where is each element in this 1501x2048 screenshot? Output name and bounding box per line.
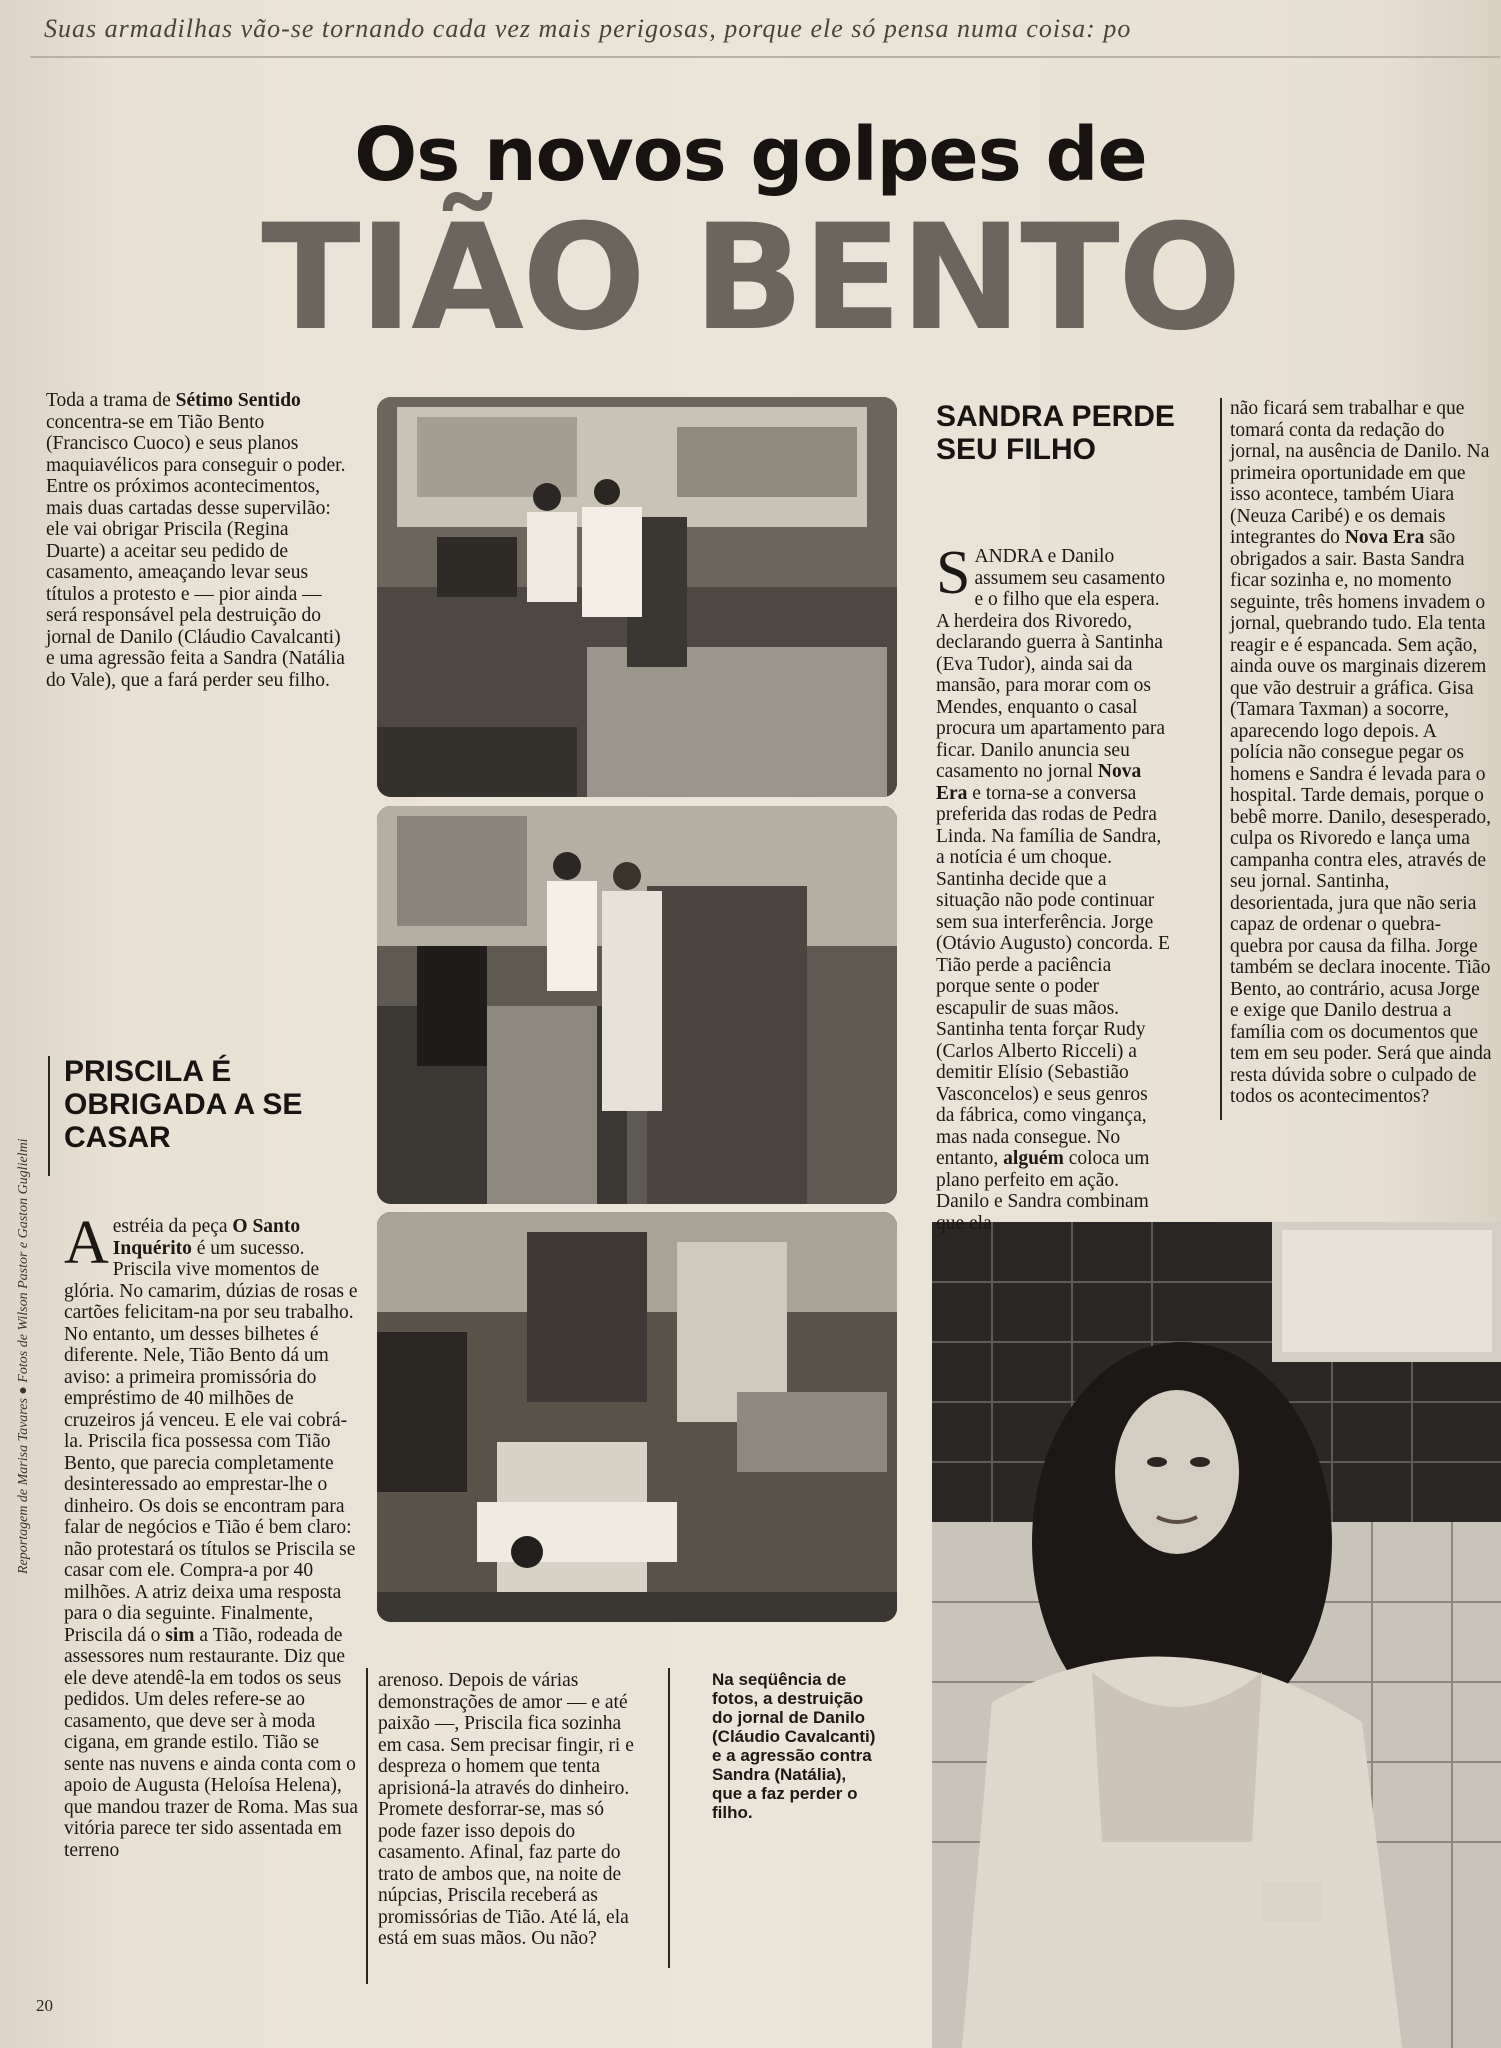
sandra-cont-1: não ficará sem trabalhar e que tomará conta da redação do jornal, na ausência de Danilo. Na primeira oportunidade em que isso acontece, também Uiara (Neuza Caribé) e os demais integrantes do — [1230, 398, 1490, 548]
photo-office-aftermath-image — [377, 1212, 897, 1622]
sandra-dropcap: S — [936, 539, 971, 607]
sandra-subheading: SANDRA PERDE SEU FILHO — [936, 400, 1175, 466]
priscila-column-2: arenoso. Depois de várias demonstrações de amor — e até paixão —, Priscila fica sozinha em casa. Sem precisar fingir, ri e despreza o homem que tenta aprisioná-la através do dinheiro. Promete desforrar-se, mas só pode fazer isso depois do casamento. Afinal, faz parte do trato de ambos que, na noite de núpcias, Priscila receberá as promissórias de Tião. Até lá, ela está em suas mãos. Ou não? — [378, 1670, 634, 1949]
column-divider-caption — [668, 1668, 670, 1968]
photo-credit: Reportagem de Marisa Tavares ● Fotos de Wilson Pastor e Gaston Guglielmi — [16, 1138, 31, 1574]
sandra-newspaper-name-2: Nova Era — [1344, 527, 1425, 548]
priscila-subheading: PRISCILA É OBRIGADA A SE CASAR — [64, 1055, 303, 1154]
headline-line1: Os novos golpes de — [354, 112, 1147, 198]
sandra-column-1 — [936, 539, 1170, 1234]
sandra-text-3: e torna-se a conversa preferida das rodas de Pedra Linda. Na família de Sandra, a notícia é um choque. Santinha decide que a situação não pode continuar sem sua interferência. Jorge (Otávio Augusto) concorda. E Tião perde a paciência porque sente o poder escapulir de suas mãos. Santinha tenta forçar Rudy (Carlos Alberto Ricceli) a demitir Elísio (Sebastião Vasconcelos) e seus genros da fábrica, como vingança, mas nada consegue. No entanto, — [936, 782, 1170, 1169]
photo-office-fight-1 — [377, 397, 897, 797]
intro-paragraph — [46, 390, 346, 691]
sandra-newspaper-name: Nova Era — [936, 761, 1142, 804]
tagline: Suas armadilhas vão-se tornando cada vez mais perigosas, porque ele só pensa numa coisa: po — [44, 14, 1132, 43]
sandra-cont-3: são obrigados a sair. Basta Sandra ficar sozinha e, no momento seguinte, três homens invadem o jornal, quebrando tudo. Ela tenta reagir e é espancada. Sem ação, ainda ouve os marginais dizerem que vão destruir a gráfica. Gisa (Tamara Taxman) a socorre, aparecendo logo depois. A polícia não consegue pegar os homens e Sandra é levada para o hospital. Tarde demais, porque o bebê morre. Danilo, desesperado, culpa os Rivoredo e lança uma campanha contra eles, através de seu jornal. Santinha, desorientada, jura que não seria capaz de ordenar o quebra-quebra por causa da filha. Jorge também se declara inocente. Tião Bento, ao contrário, acusa Jorge e exige que Danilo destrua a família com os documentos que tem em seu poder. Será que ainda resta dúvida sobre o culpado de todos os acontecimentos? — [1230, 527, 1492, 1107]
tagline-rule — [30, 56, 1500, 58]
priscila-dropcap: A — [64, 1209, 109, 1277]
priscila-text-1: estréia da peça — [112, 1216, 233, 1237]
priscila-column-1 — [64, 1209, 360, 1861]
sandra-text-5: coloca um plano perfeito em ação. Danilo e Sandra combinam que ela — [936, 1148, 1150, 1234]
priscila-text-5: a Tião, rodeada de assessores num restaurante. Diz que ele deve atendê-la em todos os seus pedidos. Um deles refere-se ao casamento, que deve ser à moda cigana, em grande estilo. Tião se sente nas nuvens e ainda conta com o apoio de Augusta (Heloísa Helena), que mandou trazer de Roma. Mas sua vitória parece ter sido assentada em terreno — [64, 1624, 359, 1861]
page-number: 20 — [36, 1996, 53, 2015]
sandra-text-1: ANDRA e Danilo assumem seu casamento e o filho que ela espera. A herdeira dos Rivoredo, declarando guerra à Santinha (Eva Tudor), ainda sai da mansão, para morar com os Mendes, enquanto o casal procura um apartamento para ficar. Danilo anuncia seu casamento no jornal — [936, 546, 1166, 782]
intro-show-title: Sétimo Sentido — [175, 390, 301, 411]
photo-priscila-portrait — [932, 1222, 1501, 2048]
photo-office-aftermath — [377, 1212, 897, 1622]
photo-priscila-portrait-image — [932, 1222, 1501, 2048]
photo-office-fight-2-image — [377, 806, 897, 1204]
intro-text-c: concentra-se em Tião Bento (Francisco Cuoco) e seus planos maquiavélicos para conseguir o poder. Entre os próximos acontecimentos, mais duas cartadas desse supervilão: ele vai obrigar Priscila (Regina Duarte) a aceitar seu pedido de casamento, ameaçando levar seus títulos a protesto e — pior ainda — será responsável pela destruição do jornal de Danilo (Cláudio Cavalcanti) e uma agressão feita a Sandra (Natália do Vale), que a fará perder seu filho. — [46, 411, 346, 691]
intro-text-a: Toda a trama de — [46, 390, 176, 411]
headline-line2: TIÃO BENTO — [261, 193, 1240, 363]
sandra-someone: alguém — [1003, 1148, 1064, 1169]
priscila-yes: sim — [165, 1624, 195, 1646]
sandra-column-2 — [1230, 398, 1492, 1108]
priscila-heading-rule — [48, 1056, 50, 1176]
priscila-play-title: O Santo Inquérito — [112, 1216, 301, 1259]
photo-caption: Na seqüência de fotos, a destruição do jornal de Danilo (Cláudio Cavalcanti) e a agressão contra Sandra (Natália), que a faz perder o filho. — [712, 1670, 876, 1822]
column-divider-bottom-left — [366, 1668, 368, 1984]
photo-office-fight-2 — [377, 806, 897, 1204]
photo-office-fight-1-image — [377, 397, 897, 797]
priscila-text-3: é um sucesso. Priscila vive momentos de glória. No camarim, dúzias de rosas e cartões felicitam-na por seu trabalho. No entanto, um desses bilhetes é diferente. Nele, Tião Bento dá um aviso: a primeira promissória do empréstimo de 40 milhões de cruzeiros já venceu. E ele vai cobrá-la. Priscila fica possessa com Tião Bento, que parecia completamente desinteressado ao emprestar-lhe o dinheiro. Os dois se encontram para falar de negócios e Tião é bem claro: não protestará os títulos se Priscila se casar com ele. Compra-a por 40 milhões. A atriz deixa uma resposta para o dia seguinte. Finalmente, Priscila dá o — [64, 1237, 358, 1646]
column-divider-right — [1220, 398, 1222, 1120]
